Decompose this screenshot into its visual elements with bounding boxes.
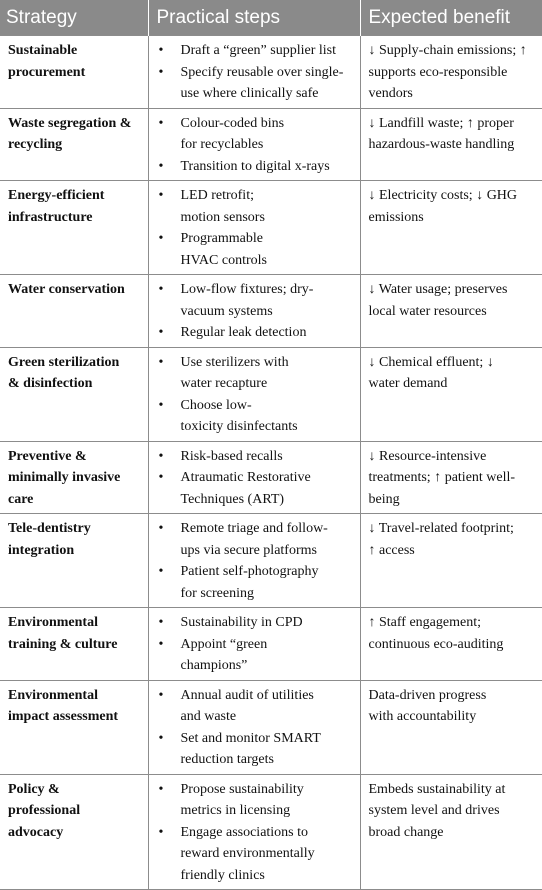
steps-list: [157, 779, 352, 887]
step-item: • Draft a “green” supplier list: [181, 40, 352, 62]
practical-steps-cell: [148, 108, 360, 181]
steps-list: [157, 40, 352, 105]
step-item: • Set and monitor SMART reduction targets: [181, 728, 352, 771]
steps-list: [157, 352, 352, 438]
table-header: [0, 0, 542, 36]
step-item: • Choose low- toxicity disinfectants: [181, 395, 352, 438]
expected-benefit-cell: ↓ Resource-intensive treatments; ↑ patient well-being: [360, 441, 542, 514]
steps-list: [157, 612, 352, 677]
step-item: • Appoint “green champions”: [181, 634, 352, 677]
practical-steps-cell: [148, 680, 360, 774]
table-row: [0, 108, 542, 181]
table-row: [0, 347, 542, 441]
steps-list: [157, 279, 352, 344]
step-item: • Atraumatic Restorative Techniques (ART): [181, 467, 352, 510]
header-row: [0, 0, 542, 36]
header-practical-steps: Practical steps: [148, 0, 360, 36]
table-row: [0, 181, 542, 275]
practical-steps-cell: [148, 347, 360, 441]
strategy-cell: Water conservation: [0, 275, 148, 348]
practical-steps-cell: [148, 181, 360, 275]
strategy-cell: Policy & professional advocacy: [0, 774, 148, 890]
step-item: • Low-flow fixtures; dry- vacuum systems: [181, 279, 352, 322]
table-row: [0, 608, 542, 681]
strategy-cell: Environmental impact assessment: [0, 680, 148, 774]
step-item: • Engage associations to reward environmentally friendly clinics: [181, 822, 352, 887]
practical-steps-cell: [148, 514, 360, 608]
header-expected-benefit: Expected benefit: [360, 0, 542, 36]
table-row: [0, 36, 542, 109]
table-row: [0, 514, 542, 608]
steps-list: [157, 446, 352, 511]
step-item: • Specify reusable over single-use where clinically safe: [181, 62, 352, 105]
strategy-cell: Sustainable procurement: [0, 36, 148, 109]
steps-list: [157, 113, 352, 178]
step-item: • Colour-coded bins for recyclables: [181, 113, 352, 156]
steps-list: [157, 185, 352, 271]
strategy-cell: Energy-efficient infrastructure: [0, 181, 148, 275]
expected-benefit-cell: Embeds sustainability at system level and drives broad change: [360, 774, 542, 890]
table-row: [0, 680, 542, 774]
expected-benefit-cell: ↓ Travel-related footprint; ↑ access: [360, 514, 542, 608]
strategy-cell: Environmental training & culture: [0, 608, 148, 681]
step-item: • Risk-based recalls: [181, 446, 352, 468]
table-row: [0, 774, 542, 890]
step-item: • Transition to digital x-rays: [181, 156, 352, 178]
steps-list: [157, 518, 352, 604]
strategy-cell: Preventive & minimally invasive care: [0, 441, 148, 514]
step-item: • LED retrofit; motion sensors: [181, 185, 352, 228]
table-body: [0, 36, 542, 890]
step-item: • Regular leak detection: [181, 322, 352, 344]
expected-benefit-cell: ↓ Landfill waste; ↑ proper hazardous-waste handling: [360, 108, 542, 181]
table-row: [0, 441, 542, 514]
step-item: • Patient self-photography for screening: [181, 561, 352, 604]
header-strategy: Strategy: [0, 0, 148, 36]
step-item: • Sustainability in CPD: [181, 612, 352, 634]
step-item: • Annual audit of utilities and waste: [181, 685, 352, 728]
step-item: • Remote triage and follow- ups via secure platforms: [181, 518, 352, 561]
practical-steps-cell: [148, 608, 360, 681]
expected-benefit-cell: ↓ Water usage; preserves local water resources: [360, 275, 542, 348]
expected-benefit-cell: ↑ Staff engagement; continuous eco-auditing: [360, 608, 542, 681]
expected-benefit-cell: ↓ Chemical effluent; ↓ water demand: [360, 347, 542, 441]
strategy-cell: Green sterilization & disinfection: [0, 347, 148, 441]
practical-steps-cell: [148, 36, 360, 109]
practical-steps-cell: [148, 275, 360, 348]
expected-benefit-cell: ↓ Electricity costs; ↓ GHG emissions: [360, 181, 542, 275]
step-item: • Programmable HVAC controls: [181, 228, 352, 271]
expected-benefit-cell: ↓ Supply-chain emissions; ↑ supports eco-responsible vendors: [360, 36, 542, 109]
practical-steps-cell: [148, 774, 360, 890]
expected-benefit-cell: Data-driven progress with accountability: [360, 680, 542, 774]
strategy-cell: Waste segregation & recycling: [0, 108, 148, 181]
step-item: • Use sterilizers with water recapture: [181, 352, 352, 395]
steps-list: [157, 685, 352, 771]
practical-steps-cell: [148, 441, 360, 514]
table-row: [0, 275, 542, 348]
strategy-cell: Tele-dentistry integration: [0, 514, 148, 608]
step-item: • Propose sustainability metrics in licensing: [181, 779, 352, 822]
